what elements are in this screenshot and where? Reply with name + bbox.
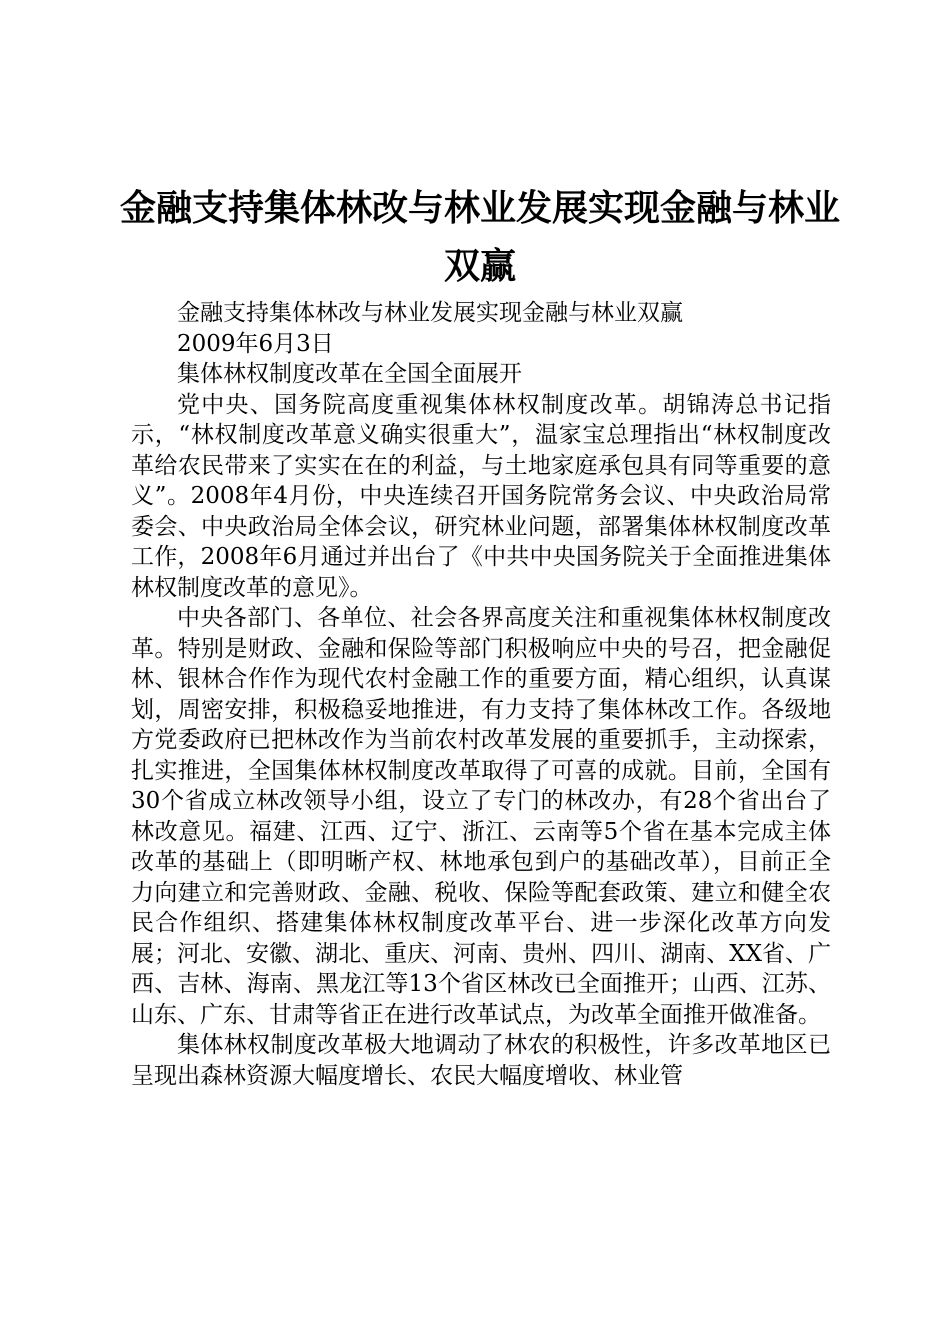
document-subtitle: 金融支持集体林改与林业发展实现金融与林业双赢 [177, 300, 683, 326]
document-title: 金融支持集体林改与林业发展实现金融与林业双赢 [120, 188, 841, 287]
paragraph: 党中央、国务院高度重视集体林权制度改革。胡锦涛总书记指示，“林权制度改革意义确实很重大”，温家宝总理指出“林权制度改革给农民带来了实实在在的利益，与土地家庭承包具有同等重要的意义”。2008年4月份，中央连续召开国务院常务会议、中央政治局常委会、中央政治局全体会议，研究林业问题，部署集体林权制度改革工作，2008年6月通过并出台了《中共中央国务院关于全面推进集体林权制度改革的意见》。 [131, 391, 831, 601]
paragraph: 中央各部门、各单位、社会各界高度关注和重视集体林权制度改革。特别是财政、金融和保险等部门积极响应中央的号召，把金融促林、银林合作作为现代农村金融工作的重要方面，精心组织，认真谋划，周密安排，积极稳妥地推进，有力支持了集体林改工作。各级地方党委政府已把林改作为当前农村改革发展的重要抓手，主动探索，扎实推进，全国集体林权制度改革取得了可喜的成就。目前，全国有30个省成立林改领导小组，设立了专门的林改办，有28个省出台了林改意见。福建、江西、辽宁、浙江、云南等5个省在基本完成主体改革的基础上（即明晰产权、林地承包到户的基础改革），目前正全力向建立和完善财政、金融、税收、保险等配套政策、建立和健全农民合作组织、搭建集体林权制度改革平台、进一步深化改革方向发展；河北、安徽、湖北、重庆、河南、贵州、四川、湖南、XX省、广西、吉林、海南、黑龙江等13个省区林改已全面推开；山西、江苏、山东、广东、甘肃等省正在进行改革试点，为改革全面推开做准备。 [131, 605, 831, 1028]
document-body [131, 298, 831, 1091]
paragraph: 集体林权制度改革极大地调动了林农的积极性，许多改革地区已呈现出森林资源大幅度增长、农民大幅度增收、林业管 [131, 1032, 831, 1089]
section-heading: 集体林权制度改革在全国全面展开 [177, 361, 522, 387]
document-date: 2009年6月3日 [177, 330, 334, 357]
